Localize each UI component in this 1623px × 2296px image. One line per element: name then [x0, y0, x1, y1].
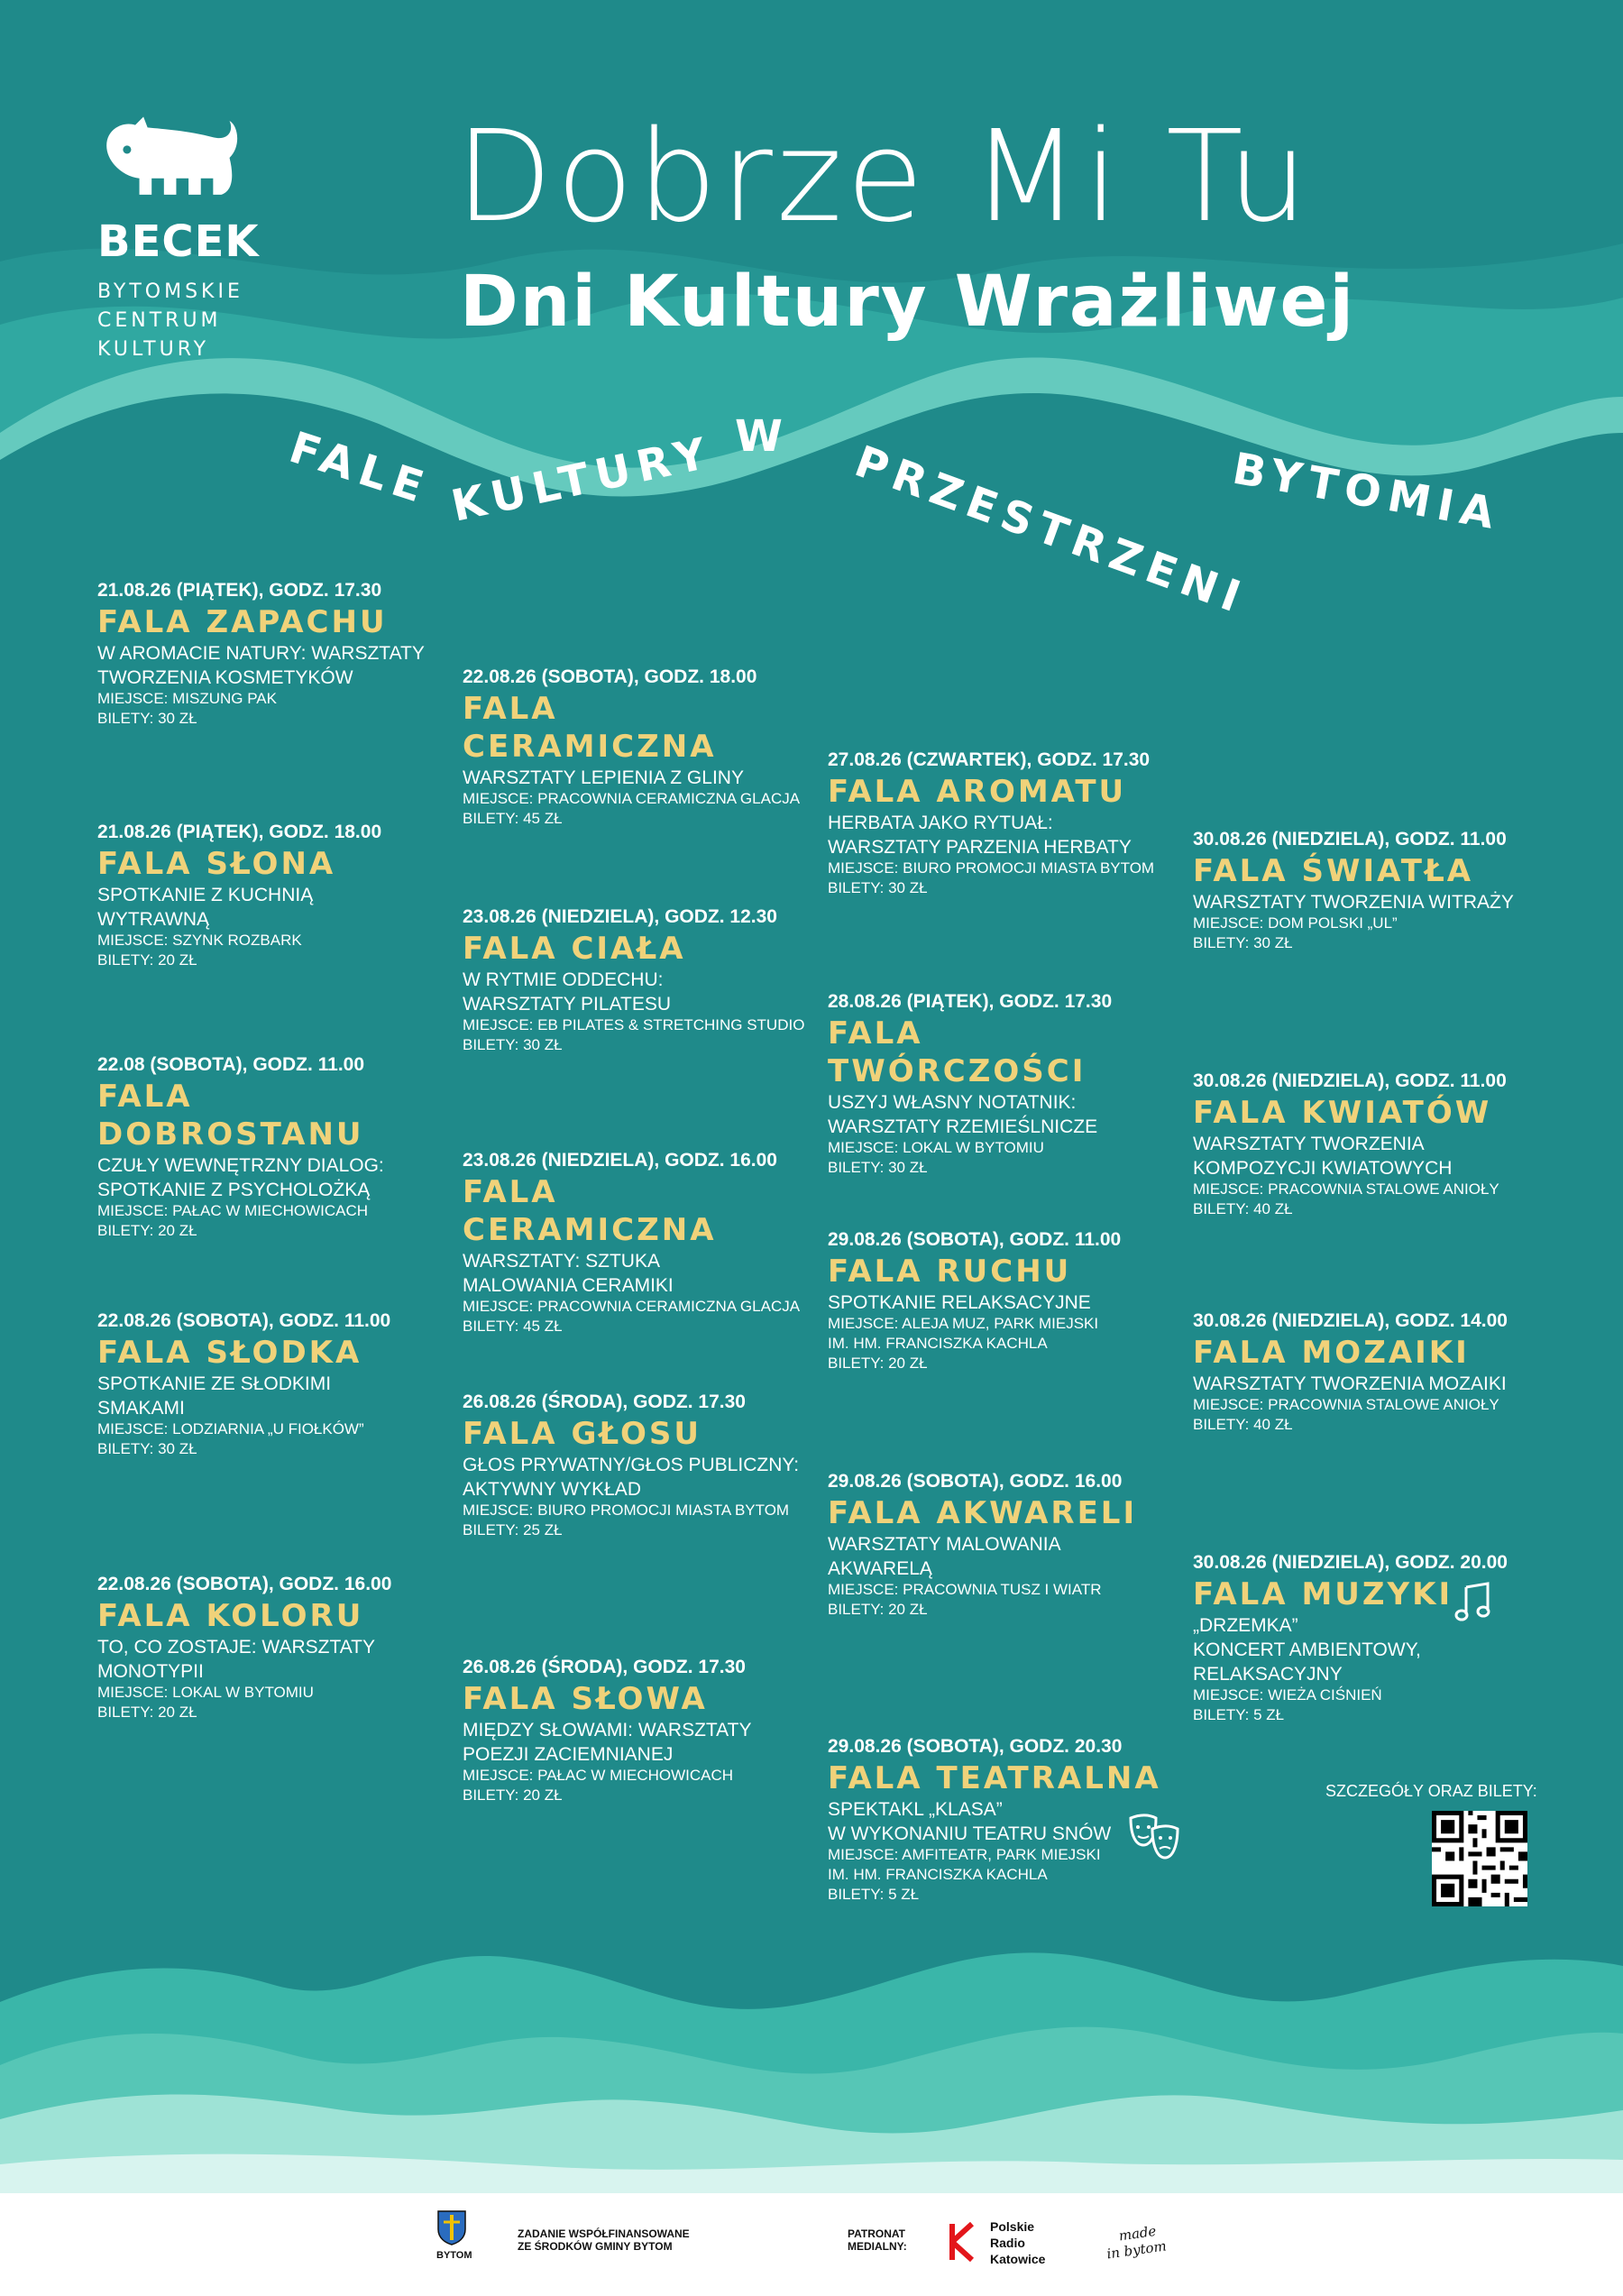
logo-sub-line: CENTRUM [97, 309, 222, 332]
event-date: 30.08.26 (NIEDZIELA), GODZ. 20.00 [1193, 1552, 1508, 1573]
event-title: FALA GŁOSU [463, 1416, 701, 1452]
event-price: BILETY: 30 ZŁ [828, 879, 928, 896]
event-date: 29.08.26 (SOBOTA), GODZ. 20.30 [828, 1736, 1123, 1757]
event-place: MIEJSCE: WIEŻA CIŚNIEŃ [1193, 1686, 1382, 1704]
event-description: WARSZTATY PARZENIA HERBATY [828, 837, 1132, 858]
motto-word: W [735, 411, 790, 462]
event-date: 27.08.26 (CZWARTEK), GODZ. 17.30 [828, 749, 1151, 770]
event-title: FALA MOZAIKI [1193, 1335, 1470, 1371]
event-card [97, 1573, 458, 1722]
footer-made-line: in bytom [1105, 2237, 1168, 2263]
footer-radio-line: Katowice [990, 2252, 1046, 2266]
event-title: FALA [828, 1015, 923, 1052]
event-date: 21.08.26 (PIĄTEK), GODZ. 18.00 [97, 822, 382, 842]
event-description: WYTRAWNĄ [97, 909, 210, 930]
event-title: FALA ŚWIATŁA [1193, 853, 1474, 889]
footer-cofinance [518, 2227, 690, 2253]
event-description: KONCERT AMBIENTOWY, [1193, 1639, 1421, 1660]
footer-made-line: made [1117, 2222, 1158, 2245]
event-date: 22.08 (SOBOTA), GODZ. 11.00 [97, 1054, 365, 1075]
event-price: BILETY: 30 ZŁ [1193, 934, 1293, 951]
event-date: 29.08.26 (SOBOTA), GODZ. 16.00 [828, 1471, 1123, 1492]
event-title: FALA CIAŁA [463, 931, 686, 967]
bottom-wave-decoration [0, 1930, 1623, 2200]
footer-bytom: BYTOM [436, 2250, 472, 2261]
event-title: CERAMICZNA [463, 729, 717, 765]
event-description: SPOTKANIE Z PSYCHOLOŻKĄ [97, 1180, 371, 1200]
event-price: BILETY: 20 ZŁ [97, 951, 197, 969]
event-place: MIEJSCE: BIURO PROMOCJI MIASTA BYTOM [463, 1502, 790, 1519]
footer-made-in-bytom [1104, 2222, 1168, 2263]
footer-patronat-line: PATRONAT [848, 2227, 905, 2240]
polskie-radio-logo-icon [949, 2222, 976, 2262]
event-description: W AROMACIE NATURY: WARSZTATY [97, 643, 425, 664]
event-card [463, 1149, 823, 1336]
event-place: MIEJSCE: SZYNK ROZBARK [97, 932, 302, 949]
footer-cofinance-line: ZADANIE WSPÓŁFINANSOWANE [518, 2227, 690, 2240]
qr-code[interactable] [1432, 1811, 1527, 1906]
event-description: USZYJ WŁASNY NOTATNIK: [828, 1092, 1077, 1113]
event-place: MIEJSCE: DOM POLSKI „UL” [1193, 914, 1398, 932]
event-price: BILETY: 45 ZŁ [463, 1318, 563, 1335]
event-title: CERAMICZNA [463, 1212, 717, 1248]
event-place: MIEJSCE: PRACOWNIA CERAMICZNA GLACJA [463, 790, 801, 807]
event-price: BILETY: 20 ZŁ [97, 1222, 197, 1239]
event-price: BILETY: 30 ZŁ [97, 1440, 197, 1457]
event-title: FALA MUZYKI [1193, 1576, 1453, 1612]
event-card [463, 666, 823, 829]
event-description: WARSZTATY TWORZENIA [1193, 1134, 1425, 1154]
event-description: HERBATA JAKO RYTUAŁ: [828, 813, 1053, 833]
event-title: FALA RUCHU [828, 1254, 1072, 1290]
event-card [828, 990, 1188, 1178]
event-price: BILETY: 30 ZŁ [97, 710, 197, 727]
event-description: MONOTYPII [97, 1661, 204, 1682]
event-place: MIEJSCE: LOKAL W BYTOMIU [97, 1684, 314, 1701]
event-title: TWÓRCZOŚCI [828, 1053, 1087, 1089]
event-date: 29.08.26 (SOBOTA), GODZ. 11.00 [828, 1229, 1122, 1250]
event-title: FALA SŁODKA [97, 1335, 362, 1371]
event-description: WARSZTATY: SZTUKA [463, 1251, 660, 1272]
event-date: 26.08.26 (ŚRODA), GODZ. 17.30 [463, 1391, 746, 1412]
event-date: 22.08.26 (SOBOTA), GODZ. 18.00 [463, 666, 757, 687]
event-place: MIEJSCE: AMFITEATR, PARK MIEJSKI [828, 1846, 1101, 1863]
event-place: MIEJSCE: EB PILATES & STRETCHING STUDIO [463, 1016, 805, 1033]
event-description: CZUŁY WEWNĘTRZNY DIALOG: [97, 1155, 384, 1176]
event-description: SPEKTAKL „KLASA” [828, 1799, 1003, 1820]
event-date: 30.08.26 (NIEDZIELA), GODZ. 11.00 [1193, 1070, 1507, 1091]
event-price: BILETY: 40 ZŁ [1193, 1416, 1293, 1433]
event-place: MIEJSCE: PRACOWNIA STALOWE ANIOŁY [1193, 1180, 1499, 1198]
event-place: MIEJSCE: PAŁAC W MIECHOWICACH [97, 1202, 369, 1219]
event-title: FALA KOLORU [97, 1598, 364, 1634]
logo-sub-line: KULTURY [97, 338, 210, 361]
logo-name: BECEK [97, 216, 260, 267]
event-date: 22.08.26 (SOBOTA), GODZ. 16.00 [97, 1574, 392, 1594]
event-card [1193, 1551, 1554, 1725]
event-date: 26.08.26 (ŚRODA), GODZ. 17.30 [463, 1657, 746, 1677]
event-title: FALA [97, 1079, 193, 1115]
poster-title: Dobrze Mi Tu [455, 104, 1312, 251]
footer-radio [990, 2218, 1045, 2267]
footer-radio-line: Radio [990, 2236, 1025, 2250]
event-date: 23.08.26 (NIEDZIELA), GODZ. 12.30 [463, 906, 777, 927]
event-place: MIEJSCE: PRACOWNIA STALOWE ANIOŁY [1193, 1396, 1499, 1413]
event-card [463, 905, 823, 1055]
event-card [1193, 1070, 1554, 1219]
event-description: W WYKONANIU TEATRU SNÓW [828, 1823, 1112, 1844]
event-date: 22.08.26 (SOBOTA), GODZ. 11.00 [97, 1310, 391, 1331]
event-title: FALA AKWARELI [828, 1495, 1138, 1531]
event-price: BILETY: 20 ZŁ [828, 1355, 928, 1372]
music-note-icon [1452, 1580, 1495, 1623]
event-price: BILETY: 5 ZŁ [1193, 1706, 1285, 1723]
event-price: BILETY: 45 ZŁ [463, 810, 563, 827]
motto-word: KULTURY [446, 427, 718, 532]
event-description: MIĘDZY SŁOWAMI: WARSZTATY [463, 1720, 752, 1740]
event-price: BILETY: 40 ZŁ [1193, 1200, 1293, 1217]
event-title: FALA ZAPACHU [97, 604, 388, 640]
event-title: FALA SŁONA [97, 846, 336, 882]
event-price: BILETY: 20 ZŁ [463, 1786, 563, 1804]
event-place: MIEJSCE: LOKAL W BYTOMIU [828, 1139, 1044, 1156]
details-label: SZCZEGÓŁY ORAZ BILETY: [1325, 1782, 1537, 1800]
event-description: TO, CO ZOSTAJE: WARSZTATY [97, 1637, 376, 1658]
event-description: AKTYWNY WYKŁAD [463, 1479, 641, 1500]
event-description: KOMPOZYCJI KWIATOWYCH [1193, 1158, 1453, 1179]
motto-word: PRZESTRZENI [848, 436, 1254, 625]
event-description: SPOTKANIE ZE SŁODKIMI [97, 1373, 332, 1394]
event-date: 21.08.26 (PIĄTEK), GODZ. 17.30 [97, 580, 382, 601]
event-place: IM. HM. FRANCISZKA KACHLA [828, 1335, 1048, 1352]
event-date: 28.08.26 (PIĄTEK), GODZ. 17.30 [828, 991, 1113, 1012]
event-description: SPOTKANIE RELAKSACYJNE [828, 1292, 1091, 1313]
event-title: FALA [463, 1174, 558, 1210]
event-description: SMAKAMI [97, 1398, 185, 1419]
event-place: MIEJSCE: PRACOWNIA TUSZ I WIATR [828, 1581, 1102, 1598]
event-description: SPOTKANIE Z KUCHNIĄ [97, 885, 314, 905]
event-place: IM. HM. FRANCISZKA KACHLA [828, 1866, 1048, 1883]
theater-masks-icon [1127, 1813, 1181, 1863]
event-description: WARSZTATY RZEMIEŚLNICZE [828, 1116, 1098, 1137]
event-place: MIEJSCE: LODZIARNIA „U FIOŁKÓW” [97, 1420, 364, 1437]
event-date: 30.08.26 (NIEDZIELA), GODZ. 11.00 [1193, 829, 1507, 850]
event-description: GŁOS PRYWATNY/GŁOS PUBLICZNY: [463, 1455, 800, 1475]
poster-subtitle: Dni Kultury Wrażliwej [460, 262, 1356, 343]
event-description: WARSZTATY TWORZENIA MOZAIKI [1193, 1373, 1507, 1394]
event-price: BILETY: 25 ZŁ [463, 1521, 563, 1538]
event-card [1193, 828, 1554, 953]
bytom-crest-icon [436, 2209, 467, 2245]
event-description: RELAKSACYJNY [1193, 1664, 1343, 1685]
footer-cofinance-line: ZE ŚRODKÓW GMINY BYTOM [518, 2240, 673, 2253]
event-description: W RYTMIE ODDECHU: [463, 969, 664, 990]
footer-patronat-line: MEDIALNY: [848, 2240, 907, 2253]
event-card [828, 1228, 1188, 1373]
event-date: 23.08.26 (NIEDZIELA), GODZ. 16.00 [463, 1150, 777, 1171]
event-date: 30.08.26 (NIEDZIELA), GODZ. 14.00 [1193, 1310, 1508, 1331]
event-description: „DRZEMKA” [1193, 1615, 1298, 1636]
footer-radio-line: Polskie [990, 2219, 1035, 2234]
footer [0, 2193, 1623, 2296]
event-title: FALA [463, 691, 558, 727]
motto-word: BYTOMIA [1228, 443, 1506, 541]
event-place: MIEJSCE: PAŁAC W MIECHOWICACH [463, 1767, 734, 1784]
event-place: MIEJSCE: PRACOWNIA CERAMICZNA GLACJA [463, 1298, 801, 1315]
footer-patronat [848, 2227, 907, 2253]
event-description: WARSZTATY MALOWANIA [828, 1534, 1061, 1555]
event-place: MIEJSCE: ALEJA MUZ, PARK MIEJSKI [828, 1315, 1099, 1332]
event-price: BILETY: 5 ZŁ [828, 1886, 920, 1903]
event-description: POEZJI ZACIEMNIANEJ [463, 1744, 674, 1765]
event-title: DOBROSTANU [97, 1116, 364, 1153]
event-description: WARSZTATY LEPIENIA Z GLINY [463, 767, 744, 788]
event-description: MALOWANIA CERAMIKI [463, 1275, 674, 1296]
event-price: BILETY: 20 ZŁ [828, 1601, 928, 1618]
event-title: FALA AROMATU [828, 774, 1127, 810]
event-title: FALA TEATRALNA [828, 1760, 1161, 1796]
event-card [97, 1053, 458, 1241]
event-price: BILETY: 30 ZŁ [463, 1036, 563, 1053]
event-title: FALA SŁOWA [463, 1681, 708, 1717]
event-description: AKWARELĄ [828, 1558, 932, 1579]
event-description: TWORZENIA KOSMETYKÓW [97, 667, 353, 688]
event-card [463, 1391, 823, 1540]
event-place: MIEJSCE: BIURO PROMOCJI MIASTA BYTOM [828, 859, 1155, 877]
event-description: WARSZTATY TWORZENIA WITRAŻY [1193, 892, 1514, 913]
motto-word: FALE [283, 422, 436, 515]
event-price: BILETY: 20 ZŁ [97, 1704, 197, 1721]
event-card [97, 1309, 458, 1459]
event-place: MIEJSCE: MISZUNG PAK [97, 690, 277, 707]
event-card [97, 821, 458, 970]
motto [0, 0, 1623, 631]
event-card [828, 1470, 1188, 1620]
event-card [97, 579, 458, 729]
event-price: BILETY: 30 ZŁ [828, 1159, 928, 1176]
logo-sub-line: BYTOMSKIE [97, 280, 243, 303]
event-title: FALA KWIATÓW [1193, 1095, 1492, 1131]
event-card [828, 748, 1188, 898]
event-card [1193, 1309, 1554, 1435]
event-description: WARSZTATY PILATESU [463, 994, 672, 1015]
event-card [463, 1656, 823, 1805]
